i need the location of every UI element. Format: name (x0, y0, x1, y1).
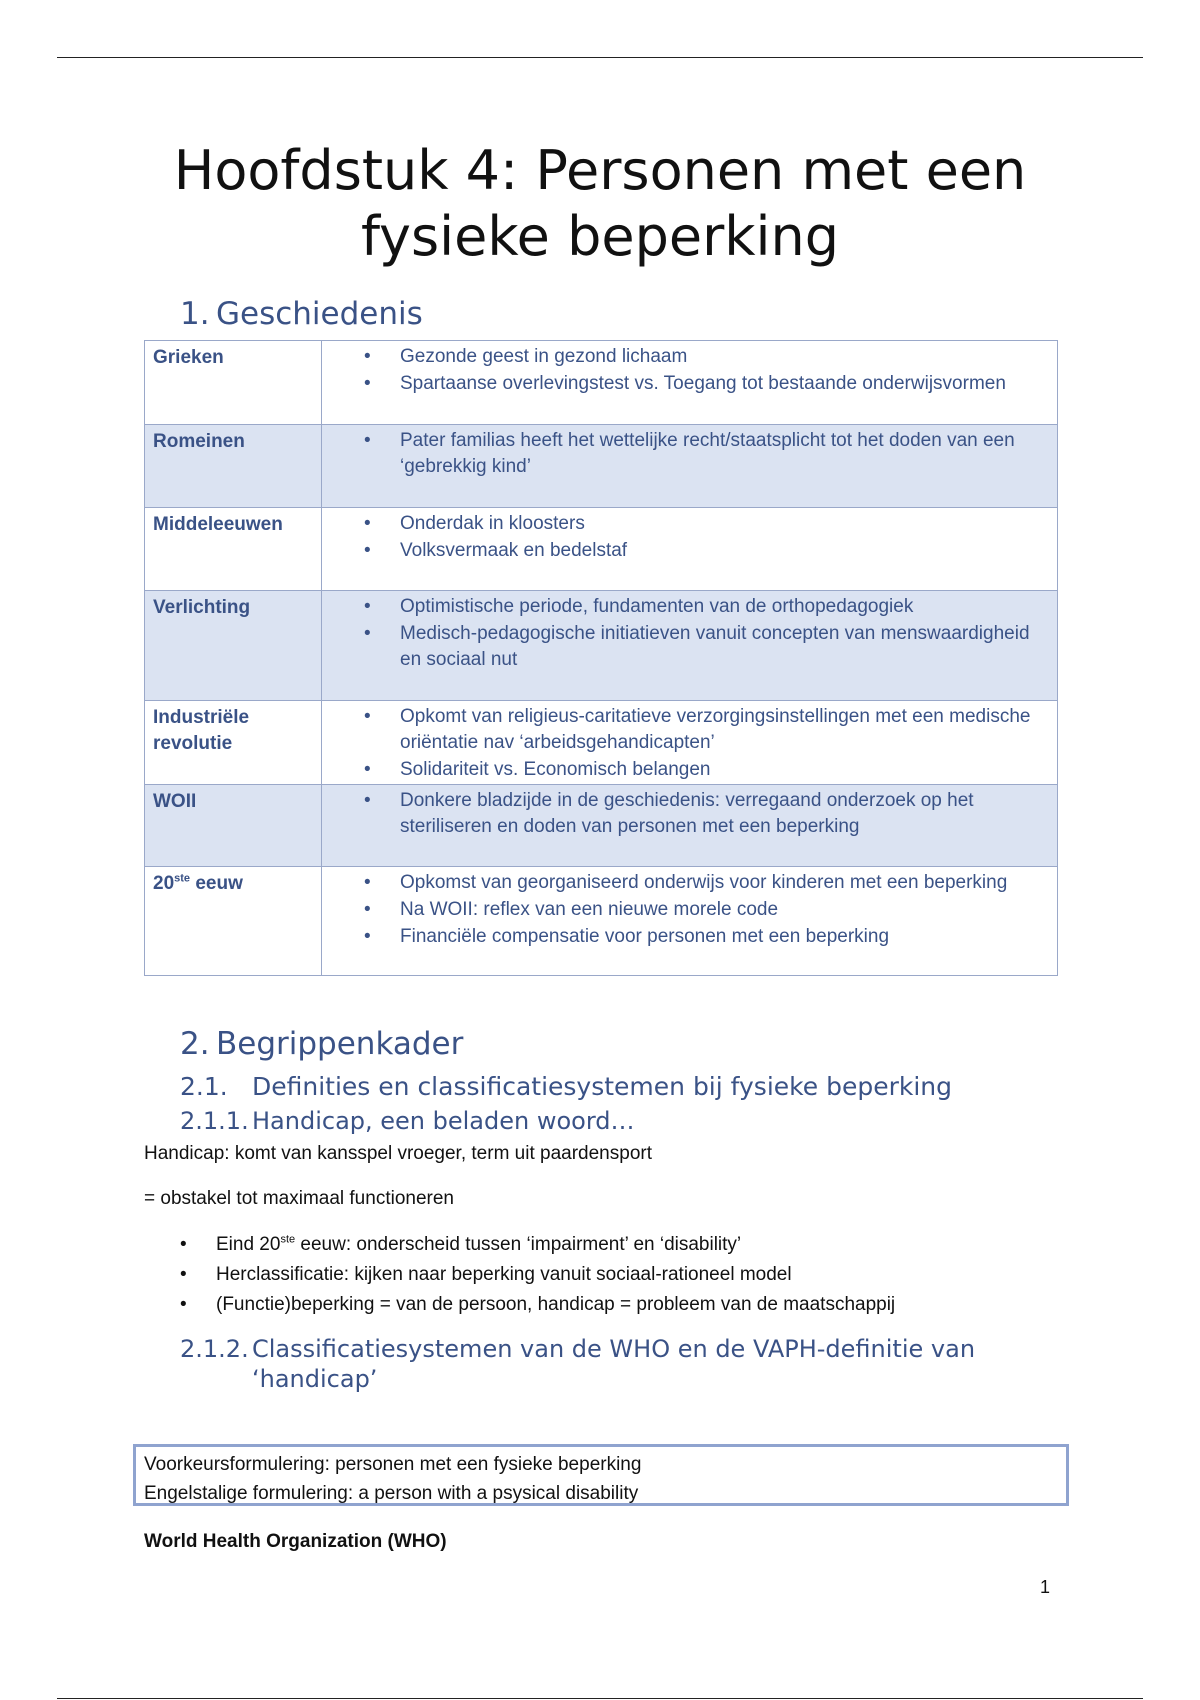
history-table (144, 340, 1058, 976)
heading-number: 2.1.1. (180, 1107, 249, 1135)
items-cell (322, 867, 1058, 976)
heading-handicap (180, 1106, 1012, 1136)
box-line: Engelstalige formulering: a person with a psysical disability (144, 1483, 639, 1504)
page-number: 1 (1040, 1577, 1051, 1597)
items-cell (322, 341, 1058, 425)
list-item: • Donkere bladzijde in de geschiedenis: verregaand onderzoek op het steriliseren en doden van personen met een beperking (322, 788, 1047, 840)
heading-number: 2.1.2. (180, 1335, 249, 1363)
heading-classificatiesystemen (180, 1334, 1012, 1394)
list-item: • Na WOII: reflex van een nieuwe morele code (322, 897, 1047, 923)
heading-number: 1. (180, 296, 210, 332)
heading-begrippenkader (180, 1026, 463, 1062)
heading-text: Geschiedenis (216, 296, 423, 332)
table-row (145, 425, 1058, 508)
table-row (145, 591, 1058, 701)
list-item: • Opkomst van georganiseerd onderwijs voor kinderen met een beperking (322, 870, 1047, 896)
items-cell (322, 508, 1058, 591)
list-item: • Solidariteit vs. Economisch belangen (322, 757, 1047, 783)
era-cell: Middeleeuwen (145, 508, 322, 591)
list-item: • Medisch-pedagogische initiatieven vanuit concepten van menswaardigheid en sociaal nut (322, 621, 1047, 673)
era-cell (145, 867, 322, 976)
paragraph-handicap-origin: Handicap: komt van kansspel vroeger, term uit paardensport (144, 1143, 652, 1164)
list-item: • (Functie)beperking = van de persoon, handicap = probleem van de maatschappij (144, 1290, 895, 1320)
heading-text: Definities en classificatiesystemen bij fysieke beperking (252, 1072, 952, 1101)
bullet-superscript: ste (280, 1233, 296, 1246)
era-cell: Romeinen (145, 425, 322, 508)
list-item: • Pater familias heeft het wettelijke recht/staatsplicht tot het doden van een ‘gebrekkig kind’ (322, 428, 1047, 480)
heading-text: Handicap, een beladen woord… (252, 1107, 635, 1135)
era-superscript: ste (174, 872, 191, 885)
era-text-tail: eeuw (190, 873, 243, 894)
list-item: • Gezonde geest in gezond lichaam (322, 344, 1047, 370)
heading-geschiedenis (180, 296, 423, 332)
list-item: • Opkomt van religieus-caritatieve verzorgingsinstellingen met een medische oriëntatie nav ‘arbeidsgehandicapten’ (322, 704, 1047, 756)
heading-definities (180, 1072, 952, 1101)
list-item: • Volksvermaak en bedelstaf (322, 538, 1047, 564)
items-cell (322, 785, 1058, 867)
list-item: • Financiële compensatie voor personen met een beperking (322, 924, 1047, 950)
era-cell: Industriële revolutie (145, 701, 322, 785)
items-cell (322, 701, 1058, 785)
bullet-text-tail: eeuw: onderscheid tussen ‘impairment’ en ‘disability’ (295, 1234, 742, 1255)
heading-number: 2.1. (180, 1072, 228, 1101)
heading-text: Begrippenkader (216, 1026, 464, 1062)
footer-rule (57, 1698, 1143, 1699)
era-cell: WOII (145, 785, 322, 867)
list-item (144, 1230, 895, 1260)
page-title: Hoofdstuk 4: Personen met een fysieke beperking (173, 139, 1027, 268)
heading-number: 2. (180, 1026, 210, 1062)
items-cell (322, 425, 1058, 508)
items-cell (322, 591, 1058, 701)
era-cell: Grieken (145, 341, 322, 425)
list-item: • Spartaanse overlevingstest vs. Toegang tot bestaande onderwijsvormen (322, 371, 1047, 397)
paragraph-obstacle: = obstakel tot maximaal functioneren (144, 1188, 454, 1209)
era-text: 20 (153, 873, 175, 894)
formulation-box (133, 1444, 1069, 1506)
heading-text: Classificatiesystemen van de WHO en de VAPH-definitie van ‘handicap’ (252, 1335, 976, 1393)
table-row (145, 701, 1058, 785)
box-line: Voorkeursformulering: personen met een fysieke beperking (144, 1454, 642, 1475)
table-row (145, 785, 1058, 867)
header-rule (57, 57, 1143, 58)
table-row (145, 508, 1058, 591)
list-item: • Optimistische periode, fundamenten van de orthopedagogiek (322, 594, 1047, 620)
list-item: • Onderdak in kloosters (322, 511, 1047, 537)
table-row (145, 867, 1058, 976)
era-cell: Verlichting (145, 591, 322, 701)
who-heading: World Health Organization (WHO) (144, 1531, 447, 1552)
definition-bullets (144, 1230, 895, 1320)
table-row (145, 341, 1058, 425)
list-item: • Herclassificatie: kijken naar beperking vanuit sociaal-rationeel model (144, 1260, 895, 1290)
bullet-text: Eind 20 (216, 1234, 281, 1255)
